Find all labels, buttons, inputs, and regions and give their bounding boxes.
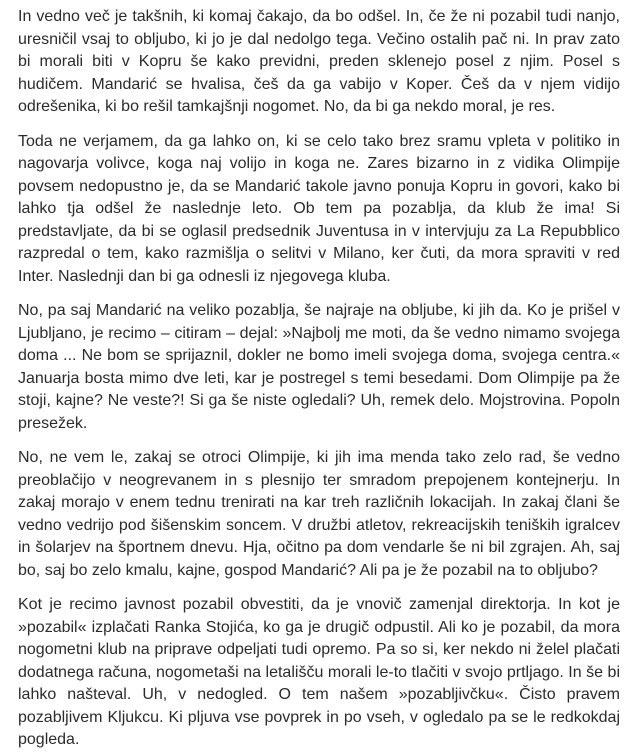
- article-paragraph-5: Kot je recimo javnost pozabil obvestiti, da je vnovič zamenjal direktorja. In kot je »pozabil« izplačati Ranka Stojića, ko ga je drugič odpustil. Ali ko je pozabil, da mora nogometni klub na priprave odpeljati tudi opremo. Pa so si, ker nekdo ni želel plačati dodatnega računa, nogometaši na letališču morali le-to tlačiti v svojo prtljago. In še bi lahko našteval. Uh, v nedogled. O tem našem »pozabljivčku«. Čisto pravem pozabljivem Kljukcu. Ki pljuva vse povprek in po vseh, v ogledalo pa se le redkokdaj pogleda.: [18, 596, 620, 748]
- article-paragraph-1: In vedno več je takšnih, ki komaj čakajo, da bo odšel. In, če že ni pozabil tudi nanjo, uresničil vsaj to obljubo, ki jo je dal nedolgo tega. Večino ostalih pač ni. In prav zato bi morali biti v Kopru še kako previdni, preden sklenejo posel z njim. Posel s hudičem. Mandarić se hvalisa, češ da ga vabijo v Koper. Češ da v njem vidijo odrešenika, ki bo rešil tamkajšnji nogomet. No, da bi ga nekdo moral, je res.: [18, 8, 620, 115]
- article-paragraph-2: Toda ne verjamem, da ga lahko on, ki se celo tako brez sramu vpleta v politiko in nagovarja volivce, koga naj volijo in koga ne. Zares bizarno in z vidika Olimpije povsem nedopustno je, da se Mandarić takole javno ponuja Kopru in govori, kako bi lahko tja odšel že naslednje leto. Ob tem pa pozablja, da klub že ima! Si predstavljate, da bi se oglasil predsednik Juventusa in v intervjuju za La Repubblico razpredal o tem, kako razmišlja o selitvi v Milano, ker čuti, da mora spraviti v red Inter. Naslednji dan bi ga odnesli iz njegovega kluba.: [18, 132, 620, 285]
- article-paragraph-3: No, pa saj Mandarić na veliko pozablja, še najraje na obljube, ki jih da. Ko je prišel v Ljubljano, je recimo – citiram – dejal: »Najbolj me moti, da še vedno nimamo svojega doma ... Ne bom se sprijaznil, dokler ne bomo imeli svojega doma, svojega centra.« Januarja bosta mimo dve leti, kar je postregel s temi besedami. Dom Olimpije pa že stoji, kajne? Ne veste?! Si ga še niste ogledali? Uh, remek delo. Mojstrovina. Popoln presežek.: [18, 302, 620, 432]
- article-paragraph-4: No, ne vem le, zakaj se otroci Olimpije, ki jih ima menda tako zelo rad, še vedno preoblačijo v neogrevanem in s plesnijo ter smradom prepojenem kontejnerju. In zakaj morajo v enem tednu trenirati na kar treh različnih lokacijah. In zakaj člani še vedno vedrijo pod šišenskim soncem. V družbi atletov, rekreacijskih teniških igralcev in šolarjev na športnem dnevu. Hja, očitno pa dom vendarle še ni bil zgrajen. Ah, saj bo, saj bo zelo kmalu, kajne, gospod Mandarić? Ali pa je že pozabil na to obljubo?: [18, 449, 620, 579]
